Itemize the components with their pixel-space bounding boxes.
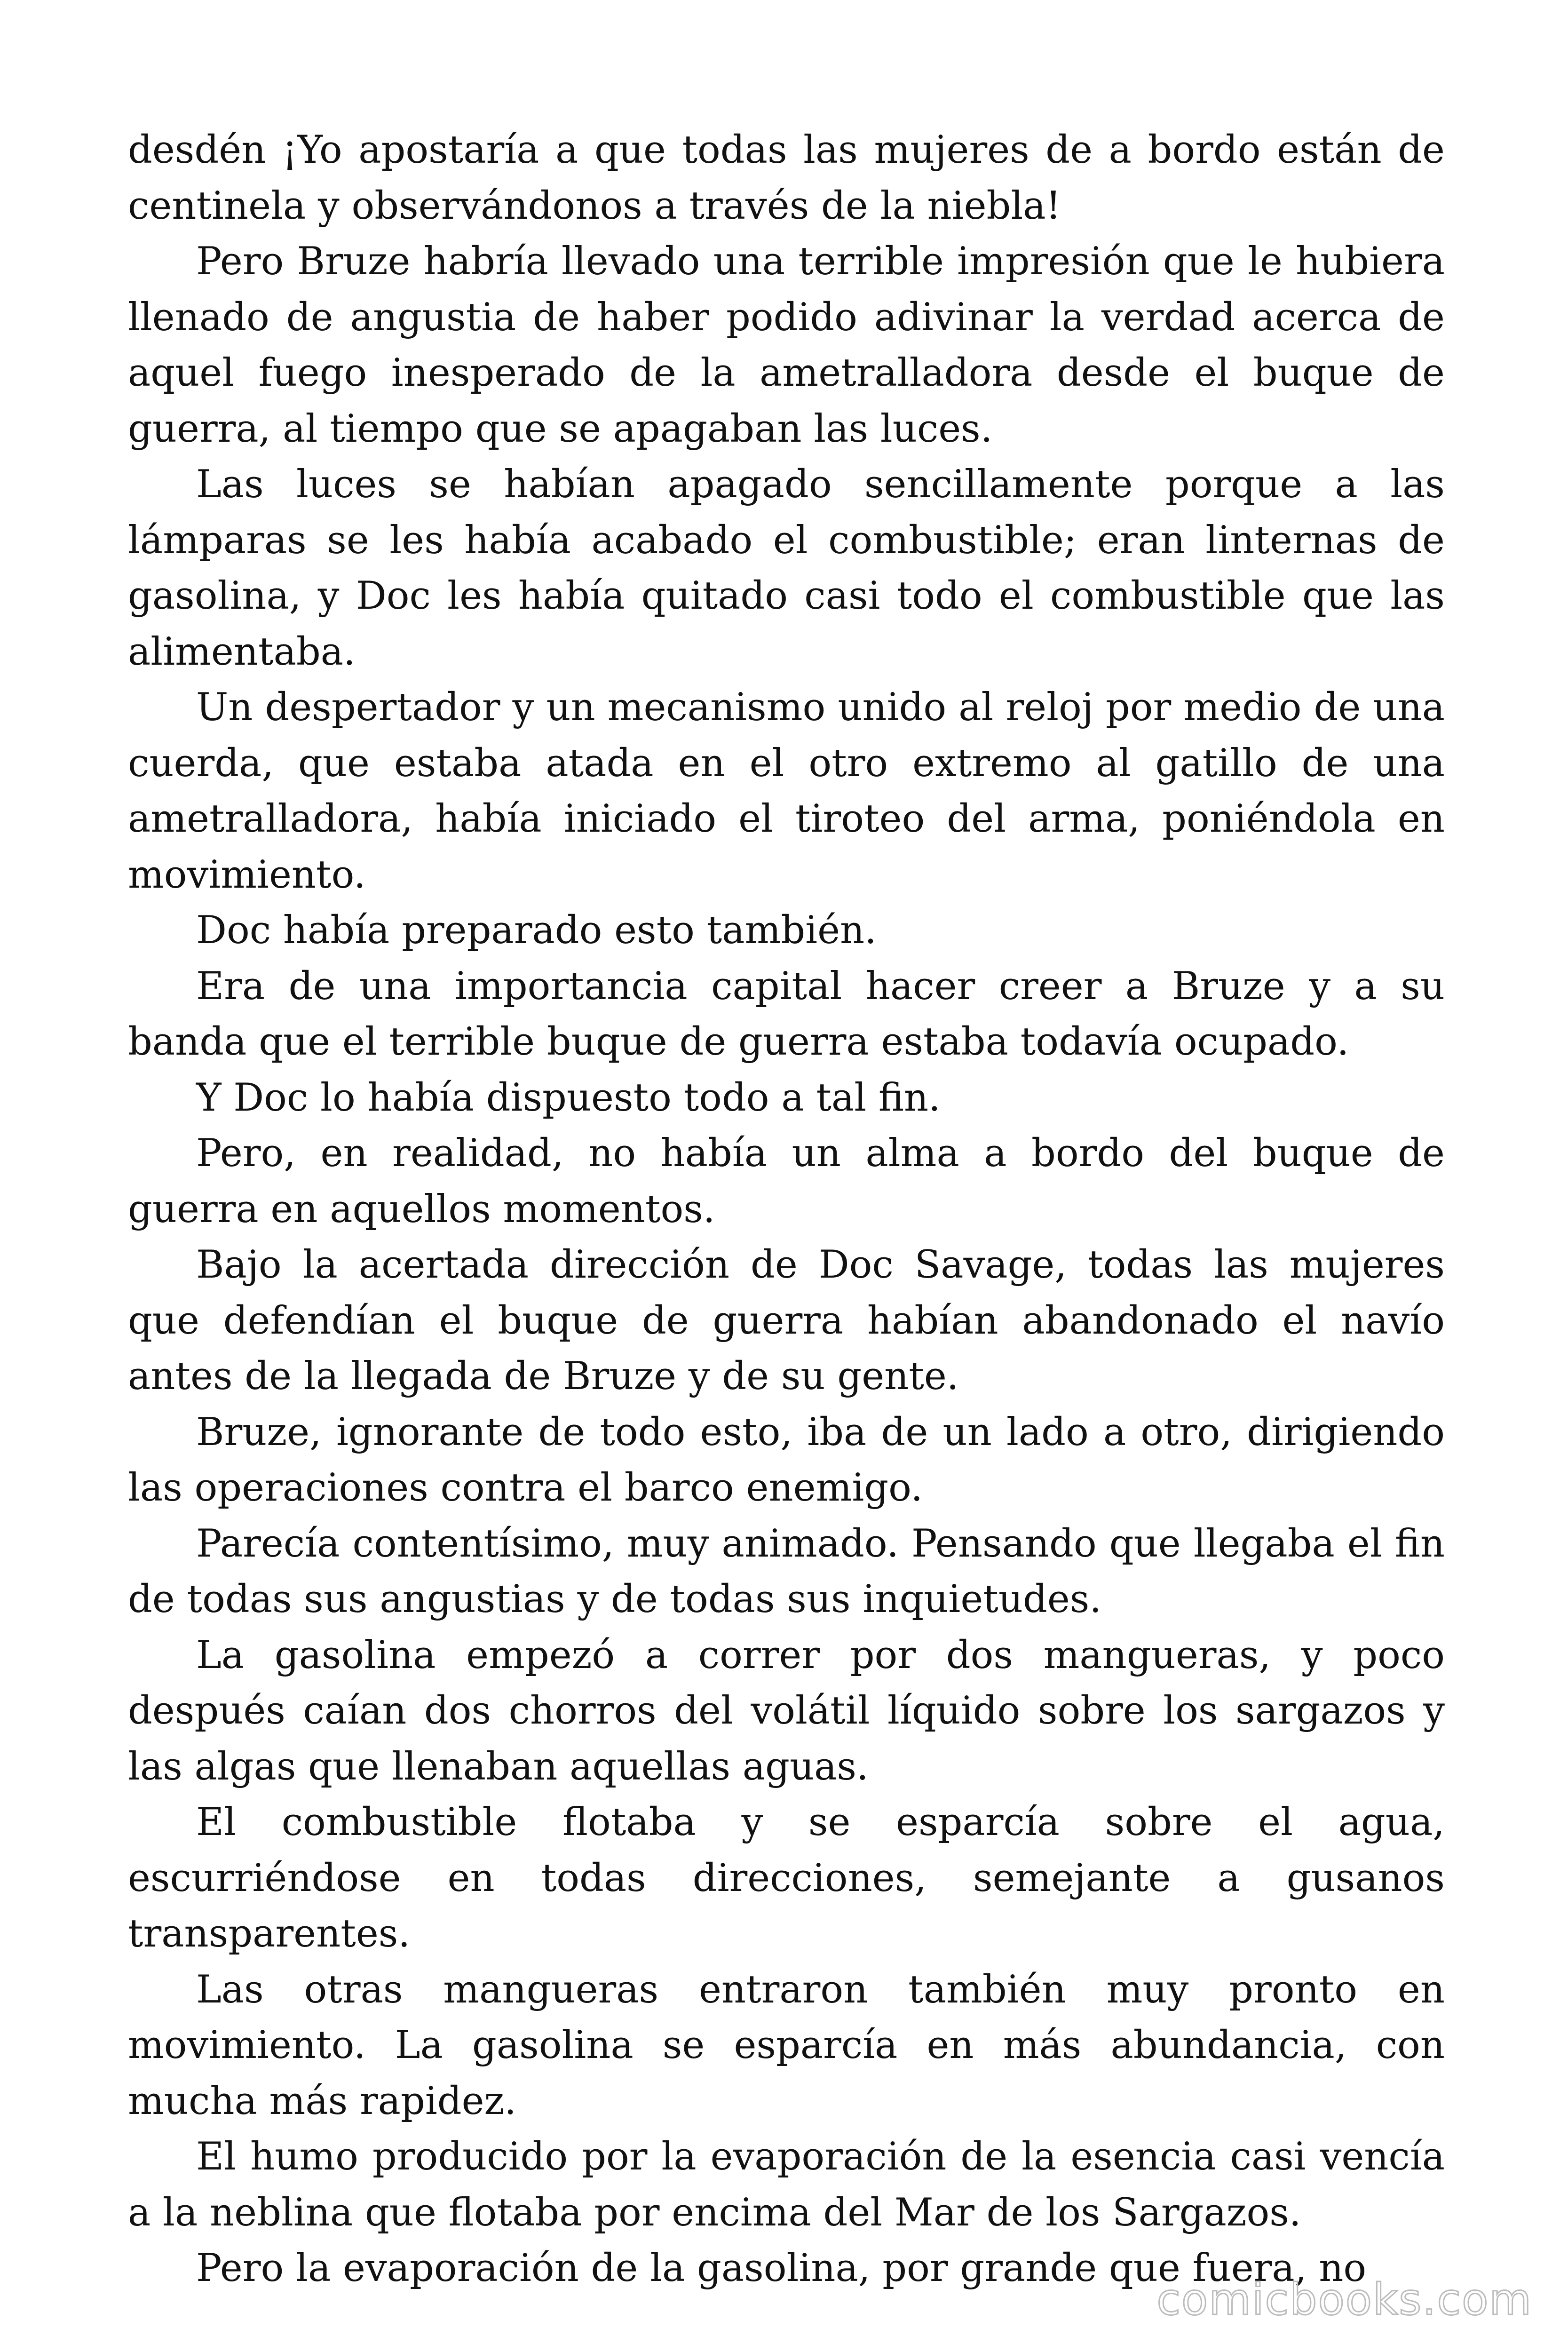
paragraph: Y Doc lo había dispuesto todo a tal fin.	[196, 1075, 941, 1120]
paragraph: desdén ¡Yo apostaría a que todas las mujeres de a bordo están de centinela y observándonos a través de la niebla!	[128, 128, 1445, 228]
page-body	[128, 122, 1445, 2296]
paragraph: Pero la evaporación de la gasolina, por grande que fuera, no	[196, 2246, 1367, 2290]
paragraph: El combustible flotaba y se esparcía sobre el agua, escurriéndose en todas direcciones, semejante a gusanos transparentes.	[128, 1800, 1445, 1956]
paragraph: Las luces se habían apagado sencillamente porque a las lámparas se les había acabado el combustible; eran linternas de gasolina, y Doc les había quitado casi todo el combustible que las alimentaba.	[128, 462, 1445, 674]
paragraph: Un despertador y un mecanismo unido al reloj por medio de una cuerda, que estaba atada en el otro extremo al gatillo de una ametralladora, había iniciado el tiroteo del arma, poniéndola en movimiento.	[128, 685, 1445, 897]
paragraph: Bruze, ignorante de todo esto, iba de un lado a otro, dirigiendo las operaciones contra el barco enemigo.	[128, 1410, 1445, 1510]
paragraph: Pero, en realidad, no había un alma a bordo del buque de guerra en aquellos momentos.	[128, 1131, 1445, 1232]
paragraph: Pero Bruze habría llevado una terrible impresión que le hubiera llenado de angustia de haber podido adivinar la verdad acerca de aquel fuego inesperado de la ametralladora desde el buque de guerra, al tiempo que se apagaban las luces.	[128, 239, 1445, 451]
paragraph: Doc había preparado esto también.	[196, 908, 877, 953]
paragraph: El humo producido por la evaporación de la esencia casi vencía a la neblina que flotaba por encima del Mar de los Sargazos.	[128, 2135, 1445, 2235]
paragraph: La gasolina empezó a correr por dos mangueras, y poco después caían dos chorros del volátil líquido sobre los sargazos y las algas que llenaban aquellas aguas.	[128, 1633, 1445, 1789]
paragraph: Parecía contentísimo, muy animado. Pensando que llegaba el fin de todas sus angustias y de todas sus inquietudes.	[128, 1521, 1445, 1621]
watermark: comicbooks.com	[1156, 2274, 1532, 2325]
paragraph: Las otras mangueras entraron también muy pronto en movimiento. La gasolina se esparcía en más abundancia, con mucha más rapidez.	[128, 1967, 1445, 2123]
paragraph: Bajo la acertada dirección de Doc Savage, todas las mujeres que defendían el buque de guerra habían abandonado el navío antes de la llegada de Bruze y de su gente.	[128, 1243, 1445, 1398]
paragraph: Era de una importancia capital hacer creer a Bruze y a su banda que el terrible buque de guerra estaba todavía ocupado.	[128, 964, 1445, 1064]
